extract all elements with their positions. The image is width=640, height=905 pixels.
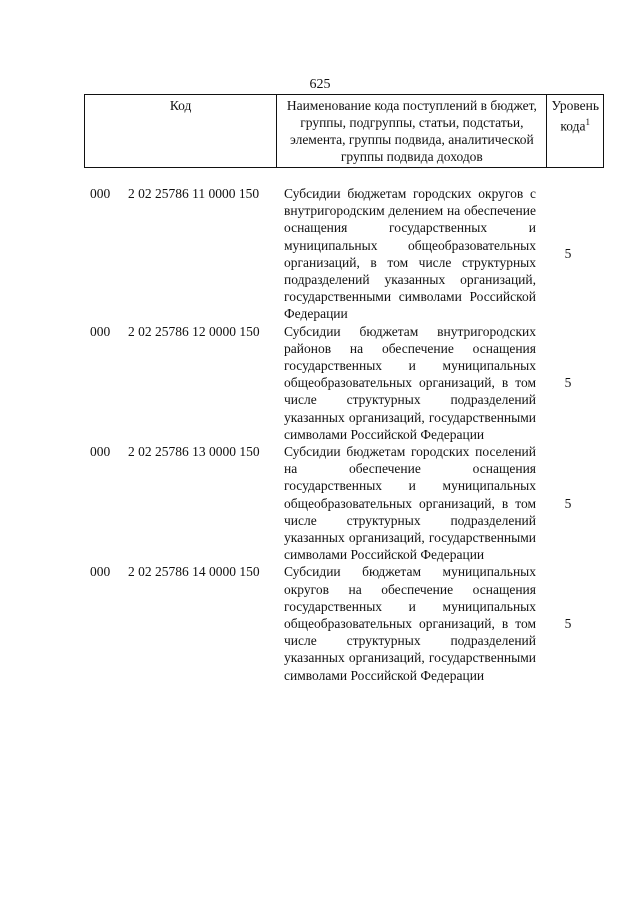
row-prefix: 000 [90,323,111,339]
row-description: Субсидии бюджетам внутригородских районов на обеспечение оснащения государственных и муниципальных общеобразовательных организаций, в том числе структурных подразделений указанных организаций, государственными символами Российской Федерации [284,323,536,442]
table-header [84,94,604,168]
header-level [547,95,604,168]
row-description: Субсидии бюджетам муниципальных округов на обеспечение оснащения государственных и муниципальных общеобразовательных организаций, в том числе структурных подразделений указанных организаций, государственными символами Российской Федерации [284,564,536,683]
row-description: Субсидии бюджетам городских округов с внутригородским делением на обеспечение оснащения государственных и муниципальных общеобразовательных организаций, в том числе структурных подразделений указанных организаций, государственными символами Российской Федерации [284,186,536,322]
table-row [90,563,600,683]
table-row [90,185,600,323]
footnote-marker: 1 [585,117,591,127]
row-level: 5 [564,616,572,632]
row-description: Субсидии бюджетам городских поселений на обеспечение оснащения государственных и муниципальных общеобразовательных организаций, в том числе структурных подразделений указанных организаций, государственными символами Российской Федерации [284,444,536,563]
row-prefix: 000 [90,564,111,580]
header-name [277,95,547,168]
row-code: 2 02 25786 11 0000 150 [128,186,260,201]
row-code: 2 02 25786 13 0000 150 [128,444,260,460]
header-code [85,95,277,168]
row-code: 2 02 25786 14 0000 150 [128,564,260,580]
row-code: 2 02 25786 12 0000 150 [128,323,260,339]
row-prefix: 000 [90,186,111,201]
revenue-code-list [90,185,600,684]
row-level: 5 [564,375,572,391]
table-row [90,323,600,443]
header-code-label: Код [169,98,192,113]
row-level: 5 [564,246,572,262]
table-row [90,443,600,563]
row-prefix: 000 [90,444,111,460]
header-name-label: Наименование кода поступлений в бюджет, группы, подгруппы, статьи, подстатьи, элемента, группы подвида, аналитической группы подвида доходов [286,98,537,164]
header-level-label: Уровень кода [551,98,599,134]
page-number: 625 [309,77,331,92]
row-level: 5 [564,495,572,511]
